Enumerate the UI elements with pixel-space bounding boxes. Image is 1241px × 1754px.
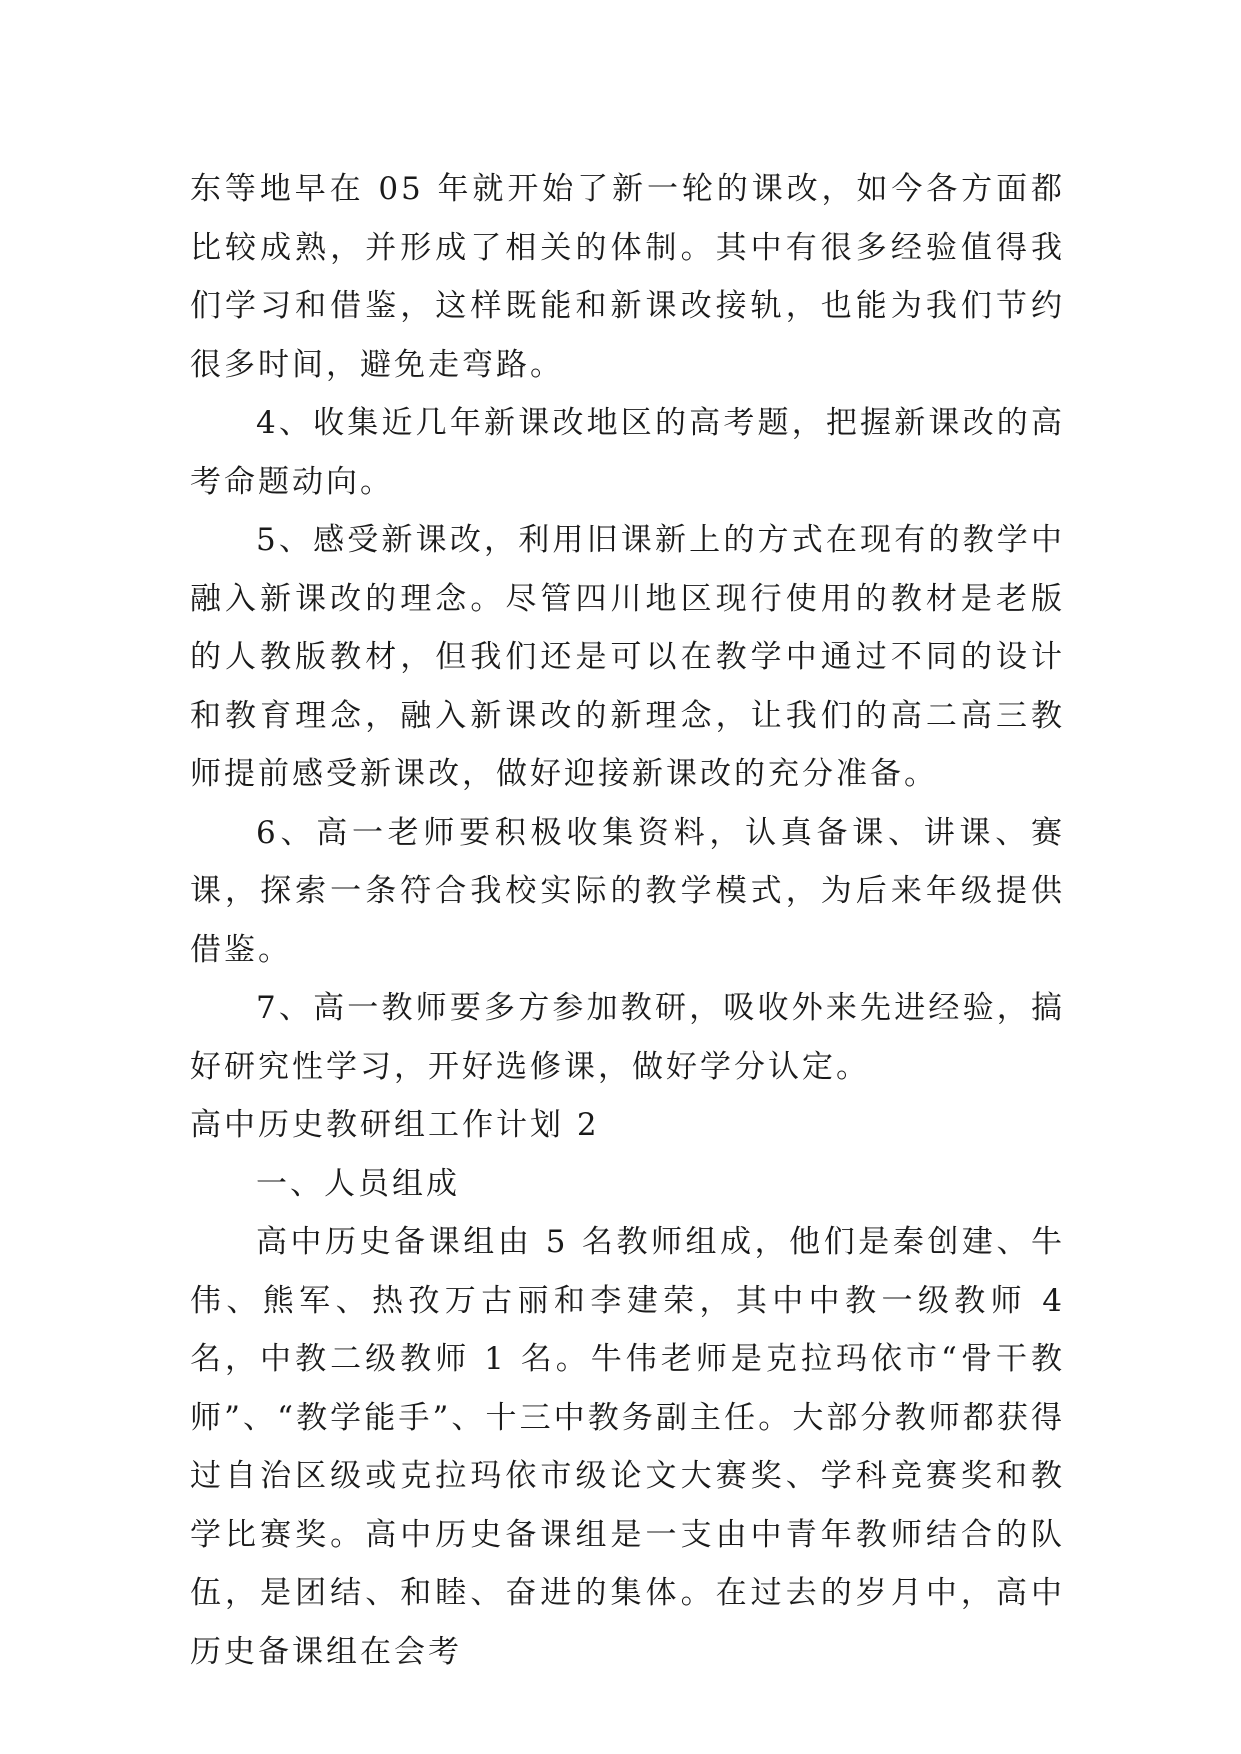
- paragraph-continuation: 东等地早在 05 年就开始了新一轮的课改，如今各方面都比较成熟，并形成了相关的体制。其中有很多经验值得我们学习和借鉴，这样既能和新课改接轨，也能为我们节约很多时间，避免走弯路。: [190, 171, 1065, 383]
- document-body: [190, 160, 1065, 1681]
- paragraph-item-5: 5、感受新课改，利用旧课新上的方式在现有的教学中融入新课改的理念。尽管四川地区现行使用的教材是老版的人教版教材，但我们还是可以在教学中通过不同的设计和教育理念，融入新课改的新理念，让我们的高二高三教师提前感受新课改，做好迎接新课改的充分准备。: [190, 522, 1065, 792]
- section-heading-staff: 一、人员组成: [256, 1165, 460, 1202]
- paragraph-staff-description: 高中历史备课组由 5 名教师组成，他们是秦创建、牛伟、熊军、热孜万古丽和李建荣，其中中教一级教师 4 名，中教二级教师 1 名。牛伟老师是克拉玛依市“骨干教师”、“教学能手”、十三中教务副主任。大部分教师都获得过自治区级或克拉玛依市级论文大赛奖、学科竞赛奖和教学比赛奖。高中历史备课组是一支由中青年教师结合的队伍，是团结、和睦、奋进的集体。在过去的岁月中，高中历史备课组在会考: [190, 1224, 1065, 1670]
- section-title: 高中历史教研组工作计划 2: [190, 1107, 600, 1143]
- paragraph-item-7: 7、高一教师要多方参加教研，吸收外来先进经验，搞好研究性学习，开好选修课，做好学分认定。: [190, 990, 1065, 1085]
- paragraph-item-6: 6、高一老师要积极收集资料，认真备课、讲课、赛课，探索一条符合我校实际的教学模式，为后来年级提供借鉴。: [190, 814, 1065, 968]
- paragraph-item-4: 4、收集近几年新课改地区的高考题，把握新课改的高考命题动向。: [190, 405, 1065, 500]
